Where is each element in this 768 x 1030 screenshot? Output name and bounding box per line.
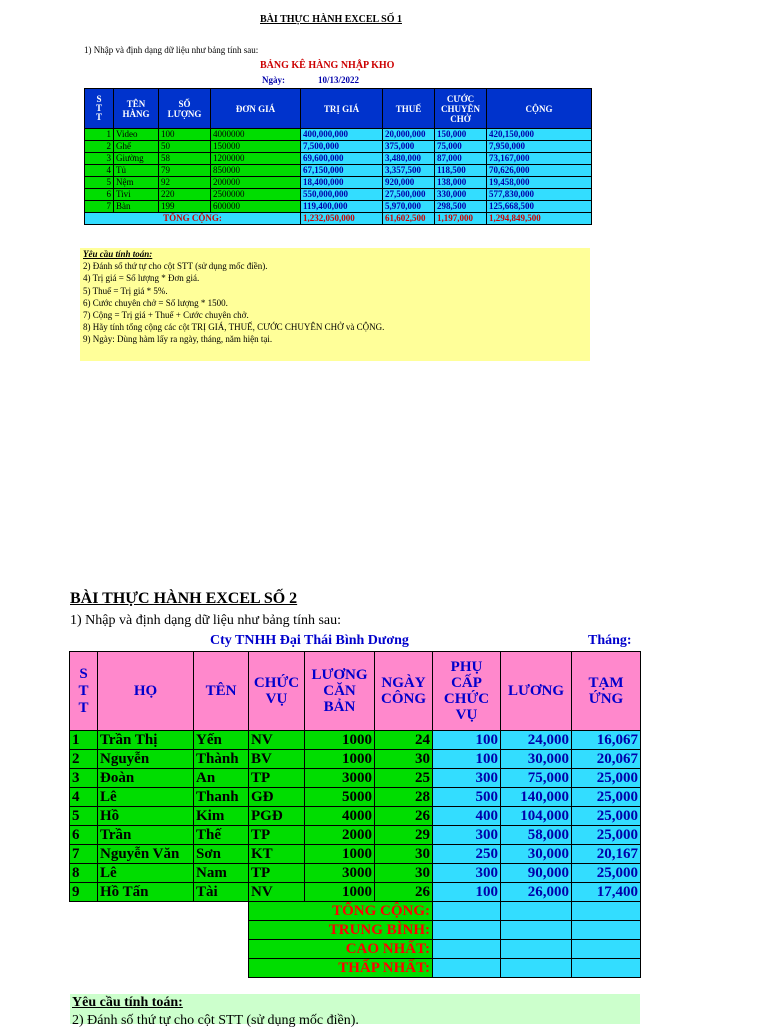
ex2-cell-chuc-vu: TP	[249, 769, 305, 788]
ex1-cell-don-gia: 150000	[211, 141, 301, 153]
ex2-cell-ho: Lê	[98, 864, 194, 883]
ex1-cell-tri-gia: 7,500,000	[301, 141, 383, 153]
ex2-cell-luong-can-ban: 5000	[305, 788, 375, 807]
ex2-cell-luong: 30,000	[501, 845, 572, 864]
ex2-cell-chuc-vu: KT	[249, 845, 305, 864]
ex2-cell-luong: 58,000	[501, 826, 572, 845]
ex2-table-row	[70, 731, 641, 750]
ex1-cell-cong: 577,830,000	[487, 189, 592, 201]
ex2-cell-phu-cap: 300	[433, 864, 501, 883]
ex2-instruction: 1) Nhập và định dạng dữ liệu như bảng tính sau:	[70, 613, 342, 628]
ex1-header-cuoc: CƯỚC CHUYÊN CHỞ	[435, 89, 487, 129]
ex2-summary-value	[501, 959, 572, 978]
ex2-cell-tam-ung: 16,067	[572, 731, 641, 750]
ex2-cell-luong-can-ban: 3000	[305, 769, 375, 788]
ex2-cell-ngay-cong: 24	[375, 731, 433, 750]
ex2-summary-label: CAO NHẤT:	[249, 940, 433, 959]
ex2-cell-luong: 104,000	[501, 807, 572, 826]
ex1-cell-ten-hang: Ghế	[114, 141, 159, 153]
ex2-cell-luong: 90,000	[501, 864, 572, 883]
ex1-cell-thue: 5,970,000	[383, 201, 435, 213]
ex1-cell-cong: 73,167,000	[487, 153, 592, 165]
ex2-cell-luong-can-ban: 3000	[305, 864, 375, 883]
ex1-header-stt: S T T	[85, 89, 114, 129]
ex2-header-ho: HỌ	[98, 652, 194, 731]
ex2-cell-ho: Đoàn	[98, 769, 194, 788]
ex1-cell-ten-hang: Bàn	[114, 201, 159, 213]
ex2-summary-spacer	[70, 902, 249, 921]
ex2-cell-ten: Nam	[194, 864, 249, 883]
ex2-table-row	[70, 883, 641, 902]
ex2-cell-luong: 26,000	[501, 883, 572, 902]
ex1-cell-thue: 27,500,000	[383, 189, 435, 201]
ex1-table-row	[85, 141, 592, 153]
ex1-table-row	[85, 165, 592, 177]
ex2-summary-value	[572, 902, 641, 921]
ex1-cell-so-luong: 100	[159, 129, 211, 141]
ex2-table-row	[70, 864, 641, 883]
ex2-cell-ten: Tài	[194, 883, 249, 902]
ex2-cell-stt: 8	[70, 864, 98, 883]
ex1-table-row	[85, 177, 592, 189]
ex1-requirements-title: Yêu cầu tính toán:	[83, 249, 153, 259]
ex1-req-item: 4) Trị giá = Số lượng * Đơn giá.	[83, 273, 200, 284]
ex2-summary-label: THẤP NHẤT:	[249, 959, 433, 978]
ex1-header-don-gia: ĐƠN GIÁ	[211, 89, 301, 129]
ex2-table	[69, 651, 641, 978]
ex1-cell-tri-gia: 67,150,000	[301, 165, 383, 177]
ex2-table-row	[70, 769, 641, 788]
ex2-summary	[70, 902, 641, 978]
ex1-table-row	[85, 129, 592, 141]
ex2-cell-ten: An	[194, 769, 249, 788]
ex1-cell-don-gia: 850000	[211, 165, 301, 177]
ex1-body	[85, 129, 592, 213]
ex2-summary-row	[70, 940, 641, 959]
ex1-table-row	[85, 153, 592, 165]
ex2-summary-row	[70, 959, 641, 978]
ex2-cell-ho: Hồ Tấn	[98, 883, 194, 902]
ex1-cell-don-gia: 200000	[211, 177, 301, 189]
ex2-cell-stt: 2	[70, 750, 98, 769]
ex1-cell-stt: 1	[85, 129, 114, 141]
ex2-cell-ten: Yến	[194, 731, 249, 750]
ex1-header-tri-gia: TRỊ GIÁ	[301, 89, 383, 129]
ex2-cell-stt: 6	[70, 826, 98, 845]
ex1-cell-cuoc: 87,000	[435, 153, 487, 165]
ex2-cell-ho: Lê	[98, 788, 194, 807]
ex2-table-row	[70, 807, 641, 826]
ex2-cell-tam-ung: 17,400	[572, 883, 641, 902]
ex1-cell-cong: 420,150,000	[487, 129, 592, 141]
ex1-header-cong: CỘNG	[487, 89, 592, 129]
ex2-cell-ho: Nguyễn Văn	[98, 845, 194, 864]
ex2-cell-luong-can-ban: 1000	[305, 750, 375, 769]
ex2-header-phu-cap: PHỤ CẤP CHỨC VỤ	[433, 652, 501, 731]
ex1-cell-stt: 4	[85, 165, 114, 177]
ex2-cell-luong: 24,000	[501, 731, 572, 750]
ex2-summary-value	[572, 940, 641, 959]
ex2-requirements-title: Yêu cầu tính toán:	[72, 995, 183, 1010]
ex2-summary-value	[501, 902, 572, 921]
ex1-header-ten-hang: TÊN HÀNG	[114, 89, 159, 129]
ex2-cell-tam-ung: 25,000	[572, 769, 641, 788]
ex2-cell-chuc-vu: TP	[249, 864, 305, 883]
ex1-cell-don-gia: 4000000	[211, 129, 301, 141]
ex2-cell-ngay-cong: 29	[375, 826, 433, 845]
ex1-req-item: 5) Thuế = Trị giá * 5%.	[83, 285, 168, 296]
ex1-cell-tri-gia: 119,400,000	[301, 201, 383, 213]
ex2-cell-ho: Trần	[98, 826, 194, 845]
ex2-cell-chuc-vu: PGĐ	[249, 807, 305, 826]
ex2-cell-ho: Hồ	[98, 807, 194, 826]
ex1-cell-cong: 125,668,500	[487, 201, 592, 213]
ex1-cell-cuoc: 298,500	[435, 201, 487, 213]
ex2-cell-stt: 7	[70, 845, 98, 864]
ex1-cell-cong: 70,626,000	[487, 165, 592, 177]
ex2-cell-chuc-vu: GĐ	[249, 788, 305, 807]
ex2-cell-ngay-cong: 26	[375, 883, 433, 902]
ex2-req-item: 2) Đánh số thứ tự cho cột STT (sử dụng mốc điền).	[72, 1013, 359, 1028]
ex1-cell-stt: 7	[85, 201, 114, 213]
ex1-instruction: 1) Nhập và định dạng dữ liệu như bảng tính sau:	[84, 45, 259, 55]
ex1-cell-ten-hang: Tivi	[114, 189, 159, 201]
ex2-title: BÀI THỰC HÀNH EXCEL SỐ 2	[70, 590, 298, 607]
ex2-cell-luong-can-ban: 1000	[305, 845, 375, 864]
ex1-cell-tri-gia: 18,400,000	[301, 177, 383, 189]
ex1-cell-thue: 3,357,500	[383, 165, 435, 177]
ex1-requirements	[80, 248, 590, 361]
ex2-cell-phu-cap: 250	[433, 845, 501, 864]
ex1-table-title: BẢNG KÊ HÀNG NHẬP KHO	[260, 60, 395, 71]
ex2-header-ten: TÊN	[194, 652, 249, 731]
ex2-cell-ho: Nguyễn	[98, 750, 194, 769]
ex2-cell-chuc-vu: BV	[249, 750, 305, 769]
ex2-cell-tam-ung: 25,000	[572, 788, 641, 807]
ex1-total-tri-gia: 1,232,050,000	[301, 213, 383, 225]
ex2-summary-label: TỔNG CỘNG:	[249, 902, 433, 921]
ex2-cell-tam-ung: 20,167	[572, 845, 641, 864]
ex2-cell-ngay-cong: 30	[375, 864, 433, 883]
ex2-cell-luong: 30,000	[501, 750, 572, 769]
ex1-cell-thue: 20,000,000	[383, 129, 435, 141]
ex2-summary-value	[433, 940, 501, 959]
ex2-header-chuc-vu: CHỨC VỤ	[249, 652, 305, 731]
ex1-cell-cuoc: 118,500	[435, 165, 487, 177]
ex2-cell-ten: Thanh	[194, 788, 249, 807]
ex1-cell-don-gia: 2500000	[211, 189, 301, 201]
ex1-total-cong: 1,294,849,500	[487, 213, 592, 225]
ex2-header-luong: LƯƠNG	[501, 652, 572, 731]
ex2-cell-ngay-cong: 26	[375, 807, 433, 826]
ex1-header-row	[85, 89, 592, 129]
ex2-cell-ngay-cong: 25	[375, 769, 433, 788]
ex2-table-row	[70, 788, 641, 807]
ex2-summary-spacer	[70, 940, 249, 959]
ex2-cell-luong: 140,000	[501, 788, 572, 807]
ex2-summary-value	[501, 940, 572, 959]
ex2-cell-chuc-vu: NV	[249, 883, 305, 902]
ex1-cell-cong: 7,950,000	[487, 141, 592, 153]
ex1-cell-ten-hang: Video	[114, 129, 159, 141]
ex2-cell-chuc-vu: TP	[249, 826, 305, 845]
ex2-cell-stt: 4	[70, 788, 98, 807]
ex1-cell-cuoc: 150,000	[435, 129, 487, 141]
ex2-cell-phu-cap: 400	[433, 807, 501, 826]
ex2-cell-luong-can-ban: 4000	[305, 807, 375, 826]
ex2-cell-phu-cap: 300	[433, 769, 501, 788]
ex1-cell-so-luong: 58	[159, 153, 211, 165]
ex2-cell-ten: Thế	[194, 826, 249, 845]
ex2-month-label: Tháng:	[588, 633, 632, 648]
ex1-cell-tri-gia: 550,000,000	[301, 189, 383, 201]
ex2-cell-phu-cap: 500	[433, 788, 501, 807]
ex1-cell-ten-hang: Giường	[114, 153, 159, 165]
ex2-cell-ten: Thành	[194, 750, 249, 769]
ex2-header-stt: S T T	[70, 652, 98, 731]
ex2-cell-stt: 3	[70, 769, 98, 788]
ex1-table-row	[85, 201, 592, 213]
ex1-cell-stt: 2	[85, 141, 114, 153]
ex2-summary-row	[70, 921, 641, 940]
ex1-cell-so-luong: 50	[159, 141, 211, 153]
ex1-total-thue: 61,602,500	[383, 213, 435, 225]
ex2-cell-tam-ung: 20,067	[572, 750, 641, 769]
ex1-cell-thue: 3,480,000	[383, 153, 435, 165]
ex1-total-label: TỔNG CỘNG:	[85, 213, 301, 225]
ex2-summary-label: TRUNG BÌNH:	[249, 921, 433, 940]
ex1-cell-so-luong: 92	[159, 177, 211, 189]
ex2-summary-value	[433, 959, 501, 978]
ex1-cell-tri-gia: 69,600,000	[301, 153, 383, 165]
ex2-cell-tam-ung: 25,000	[572, 807, 641, 826]
ex1-req-item: 9) Ngày: Dùng hàm lấy ra ngày, tháng, năm hiện tại.	[83, 334, 273, 345]
ex1-cell-stt: 5	[85, 177, 114, 189]
ex2-requirements	[70, 994, 640, 1028]
ex2-header-row	[70, 652, 641, 731]
ex1-cell-thue: 920,000	[383, 177, 435, 189]
ex1-date-label: Ngày:	[262, 75, 285, 85]
ex1-cell-stt: 6	[85, 189, 114, 201]
ex2-cell-luong-can-ban: 2000	[305, 826, 375, 845]
ex1-cell-so-luong: 79	[159, 165, 211, 177]
ex1-total-cuoc: 1,197,000	[435, 213, 487, 225]
ex2-cell-ngay-cong: 30	[375, 845, 433, 864]
ex2-body	[70, 731, 641, 902]
ex2-cell-phu-cap: 100	[433, 883, 501, 902]
ex1-cell-cuoc: 138,000	[435, 177, 487, 189]
ex1-cell-tri-gia: 400,000,000	[301, 129, 383, 141]
ex1-cell-stt: 3	[85, 153, 114, 165]
ex1-cell-don-gia: 1200000	[211, 153, 301, 165]
ex2-cell-phu-cap: 100	[433, 750, 501, 769]
ex1-cell-don-gia: 600000	[211, 201, 301, 213]
ex1-table-row	[85, 189, 592, 201]
ex2-cell-ten: Kim	[194, 807, 249, 826]
ex2-cell-stt: 9	[70, 883, 98, 902]
ex1-header-thue: THUẾ	[383, 89, 435, 129]
ex1-total-row	[85, 213, 592, 225]
ex2-summary-value	[433, 921, 501, 940]
ex1-cell-thue: 375,000	[383, 141, 435, 153]
ex2-table-row	[70, 845, 641, 864]
ex1-cell-cuoc: 75,000	[435, 141, 487, 153]
ex2-summary-row	[70, 902, 641, 921]
ex2-cell-chuc-vu: NV	[249, 731, 305, 750]
ex1-cell-ten-hang: Tủ	[114, 165, 159, 177]
ex2-table-row	[70, 750, 641, 769]
ex1-cell-so-luong: 220	[159, 189, 211, 201]
ex1-req-item: 2) Đánh số thứ tự cho cột STT (sử dụng mốc điền).	[83, 261, 268, 272]
ex1-cell-cuoc: 330,000	[435, 189, 487, 201]
ex1-date-value: 10/13/2022	[318, 75, 360, 85]
ex1-header-so-luong: SỐ LƯỢNG	[159, 89, 211, 129]
ex2-cell-luong: 75,000	[501, 769, 572, 788]
ex2-summary-spacer	[70, 959, 249, 978]
ex1-req-item: 6) Cước chuyên chở = Số lượng * 1500.	[83, 297, 228, 308]
ex2-cell-ngay-cong: 30	[375, 750, 433, 769]
ex2-cell-luong-can-ban: 1000	[305, 883, 375, 902]
ex2-cell-phu-cap: 100	[433, 731, 501, 750]
ex2-summary-spacer	[70, 921, 249, 940]
ex2-cell-tam-ung: 25,000	[572, 864, 641, 883]
ex2-cell-ho: Trần Thị	[98, 731, 194, 750]
ex2-table-row	[70, 826, 641, 845]
ex1-req-item: 8) Hãy tính tổng cộng các cột TRỊ GIÁ, THUẾ, CƯỚC CHUYÊN CHỞ và CỘNG.	[83, 322, 385, 333]
ex1-table	[84, 88, 592, 225]
ex1-cell-ten-hang: Nệm	[114, 177, 159, 189]
ex2-header-ngay-cong: NGÀY CÔNG	[375, 652, 433, 731]
ex2-summary-value	[501, 921, 572, 940]
ex1-title: BÀI THỰC HÀNH EXCEL SỐ 1	[260, 14, 402, 25]
ex1-req-item: 7) Cộng = Trị giá + Thuế + Cước chuyên chở.	[83, 310, 249, 321]
ex1-cell-so-luong: 199	[159, 201, 211, 213]
ex2-cell-ngay-cong: 28	[375, 788, 433, 807]
ex2-cell-stt: 1	[70, 731, 98, 750]
ex2-cell-tam-ung: 25,000	[572, 826, 641, 845]
ex2-cell-stt: 5	[70, 807, 98, 826]
ex1-cell-cong: 19,458,000	[487, 177, 592, 189]
ex2-summary-value	[433, 902, 501, 921]
ex2-summary-value	[572, 959, 641, 978]
ex2-header-tam-ung: TẠM ỨNG	[572, 652, 641, 731]
ex2-cell-luong-can-ban: 1000	[305, 731, 375, 750]
ex2-company: Cty TNHH Đại Thái Bình Dương	[210, 633, 409, 648]
ex2-summary-value	[572, 921, 641, 940]
ex2-cell-phu-cap: 300	[433, 826, 501, 845]
ex2-cell-ten: Sơn	[194, 845, 249, 864]
ex2-header-luong-can-ban: LƯƠNG CĂN BẢN	[305, 652, 375, 731]
